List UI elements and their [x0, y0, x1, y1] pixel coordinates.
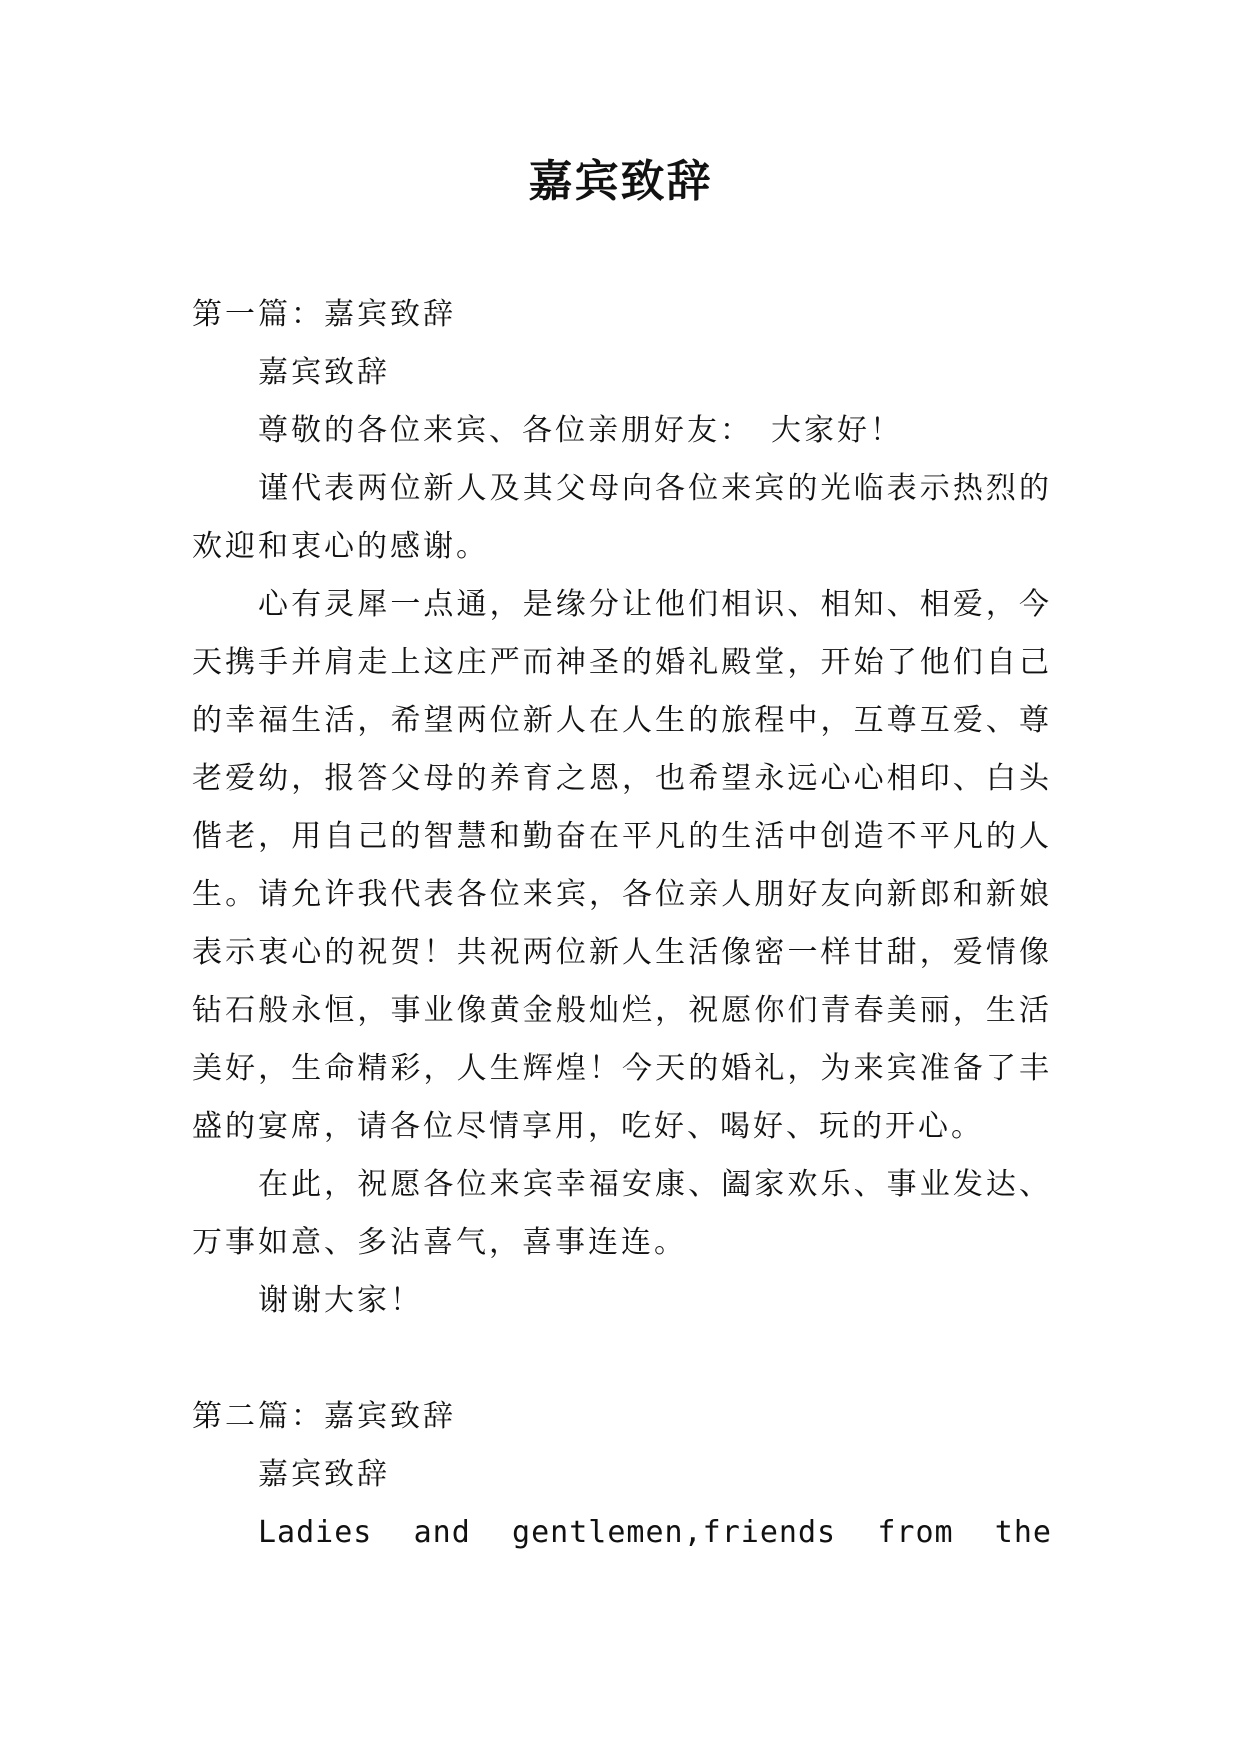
section-gap: [192, 1330, 1052, 1388]
section-2-paragraph-1: Ladies and gentlemen,friends from the: [258, 1515, 1052, 1550]
section-1-paragraph-3: 心有灵犀一点通，是缘分让他们相识、相知、相爱，今天携手并肩走上这庄严而神圣的婚礼殿堂，开始了他们自己的幸福生活，希望两位新人在人生的旅程中，互尊互爱、尊老爱幼，报答父母的养育之恩，也希望永远心心相印、白头偕老，用自己的智慧和勤奋在平凡的生活中创造不平凡的人生。请允许我代表各位来宾，各位亲人朋好友向新郎和新娘表示衷心的祝贺！共祝两位新人生活像密一样甘甜，爱情像钻石般永恒，事业像黄金般灿烂，祝愿你们青春美丽，生活美好，生命精彩，人生辉煌！今天的婚礼，为来宾准备了丰盛的宴席，请各位尽情享用，吃好、喝好、玩的开心。: [192, 587, 1052, 1144]
section-1-subtitle: 嘉宾致辞: [258, 355, 390, 390]
section-1-paragraph-4: 在此，祝愿各位来宾幸福安康、阖家欢乐、事业发达、万事如意、多沾喜气，喜事连连。: [192, 1167, 1052, 1260]
section-1-heading: 第一篇：嘉宾致辞: [192, 297, 456, 332]
section-2-heading: 第二篇：嘉宾致辞: [192, 1399, 456, 1434]
section-2-subtitle: 嘉宾致辞: [258, 1457, 390, 1492]
section-1-paragraph-1: 尊敬的各位来宾、各位亲朋好友： 大家好！: [258, 413, 903, 448]
section-1: [192, 286, 1052, 1330]
document-body: [192, 286, 1052, 1562]
section-2: [192, 1388, 1052, 1562]
section-1-paragraph-2: 谨代表两位新人及其父母向各位来宾的光临表示热烈的欢迎和衷心的感谢。: [192, 471, 1052, 564]
document-title: 嘉宾致辞: [528, 156, 713, 207]
section-1-paragraph-5: 谢谢大家！: [258, 1283, 423, 1318]
